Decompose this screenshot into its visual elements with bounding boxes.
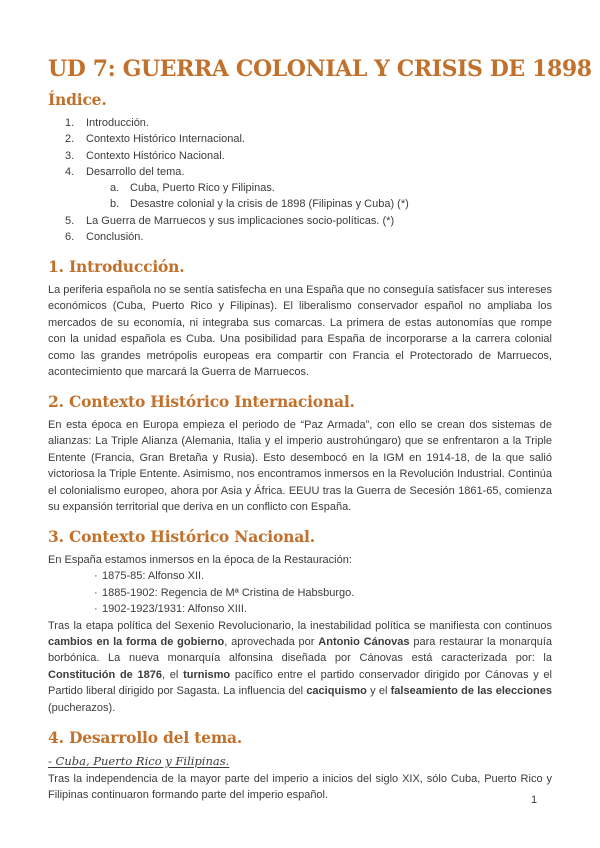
page-number: 1	[531, 794, 538, 806]
index-item-number: 1.	[65, 116, 75, 129]
section-paragraph-2: En esta época en Europa empieza el periodo de “Paz Armada”, con ello se crean dos sistemas de alianzas: La Triple Alianza (Alemania, Italia y el imperio austrohúngaro) que se enfrentaron a la Triple Entente (Francia, Gran Bretaña y Rusia). Esto desembocó en la IGM en 1914-18, de la que salió victoriosa la Triple Entente. Asimismo, nos encontramos inmersos en la Revolución Industrial. Continúa el colonialismo europeo, ahora por Asia y África. EEUU tras la Guerra de Secesión 1861-65, comienza su expansión territorial que deriva en un conflicto con España.	[48, 418, 552, 514]
bullet-text: 1875-85: Alfonso XII.	[102, 570, 205, 583]
section-3-intro-line: En España estamos inmersos en la época de la Restauración:	[48, 554, 352, 567]
section-heading-2: 2. Contexto Histórico Internacional.	[48, 392, 355, 412]
timeline-bullet-1	[48, 568, 552, 584]
section-contexto-nacional	[48, 528, 552, 716]
section-paragraph-4: Tras la independencia de la mayor parte del imperio a inicios del siglo XIX, sólo Cuba, Puerto Rico y Filipinas continuaron formando parte del imperio español.	[48, 772, 552, 802]
index-item-label: Contexto Histórico Nacional.	[86, 149, 225, 162]
index-item-4	[48, 164, 552, 180]
index-item-label: La Guerra de Marruecos y sus implicaciones socio-políticas. (*)	[86, 214, 395, 227]
index-subitem-label: Cuba, Puerto Rico y Filipinas.	[130, 182, 275, 195]
section-desarrollo	[48, 729, 552, 803]
timeline-bullet-2	[48, 585, 552, 601]
subsection-heading-cuba: - Cuba, Puerto Rico y Filipinas.	[48, 753, 230, 768]
section-heading-4: 4. Desarrollo del tema.	[48, 728, 243, 748]
index-subitem-letter: a.	[110, 182, 120, 195]
index-subitem-b	[48, 196, 552, 212]
section-introduccion	[48, 258, 552, 380]
index-item-6	[48, 229, 552, 245]
bullet-marker: ·	[94, 586, 98, 599]
bullet-marker: ·	[94, 603, 98, 616]
section-contexto-internacional	[48, 393, 552, 515]
index-item-5	[48, 213, 552, 229]
index-item-label: Desarrollo del tema.	[86, 165, 185, 178]
index-item-number: 6.	[65, 231, 75, 244]
index-item-1	[48, 115, 552, 131]
index-subitem-a	[48, 180, 552, 196]
bullet-marker: ·	[94, 570, 98, 583]
bullet-text: 1885-1902: Regencia de Mª Cristina de Habsburgo.	[102, 586, 355, 599]
bullet-text: 1902-1923/1931: Alfonso XIII.	[102, 603, 247, 616]
index-item-number: 3.	[65, 149, 75, 162]
section-heading-3: 3. Contexto Histórico Nacional.	[48, 527, 315, 547]
index-subitem-label: Desastre colonial y la crisis de 1898 (Filipinas y Cuba) (*)	[130, 198, 409, 211]
index-heading: Índice.	[48, 90, 107, 110]
index-item-number: 4.	[65, 165, 75, 178]
index-item-2	[48, 131, 552, 147]
index-item-number: 2.	[65, 133, 75, 146]
index-item-label: Introducción.	[86, 116, 149, 129]
timeline-bullet-3	[48, 601, 552, 617]
index-item-label: Contexto Histórico Internacional.	[86, 133, 245, 146]
index-item-number: 5.	[65, 214, 75, 227]
index-list	[48, 115, 552, 245]
index-subitem-letter: b.	[110, 198, 120, 211]
page-title: UD 7: GUERRA COLONIAL Y CRISIS DE 1898	[48, 56, 592, 82]
section-heading-1: 1. Introducción.	[48, 257, 185, 277]
section-paragraph-3: Tras la etapa política del Sexenio Revolucionario, la inestabilidad política se manifiesta con continuos cambios en la forma de gobierno, aprovechada por Antonio Cánovas para restaurar la monarquía borbónica. La nueva monarquía alfonsina diseñada por Cánovas está caracterizada por: la Constitución de 1876, el turnismo pacífico entre el partido conservador dirigido por Cánovas y el Partido liberal dirigido por Sagasta. La influencia del caciquismo y el falseamiento de las elecciones (pucherazos).	[48, 619, 553, 714]
index-item-label: Conclusión.	[86, 231, 144, 244]
section-paragraph-1: La periferia española no se sentía satisfecha en una España que no conseguía satisfacer sus intereses económicos (Cuba, Puerto Rico y Filipinas). El liberalismo conservador español no ampliaba los mercados de su economía, ni integraba sus comarcas. La primera de estas autonomías que rompe con la unidad española es Cuba. Una posibilidad para España de incorporarse a la carrera colonial como las grandes metrópolis europeas era compartir con Francia el Protectorado de Marruecos, acontecimiento que marcará la Guerra de Marruecos.	[48, 283, 552, 378]
index-item-3	[48, 148, 552, 164]
